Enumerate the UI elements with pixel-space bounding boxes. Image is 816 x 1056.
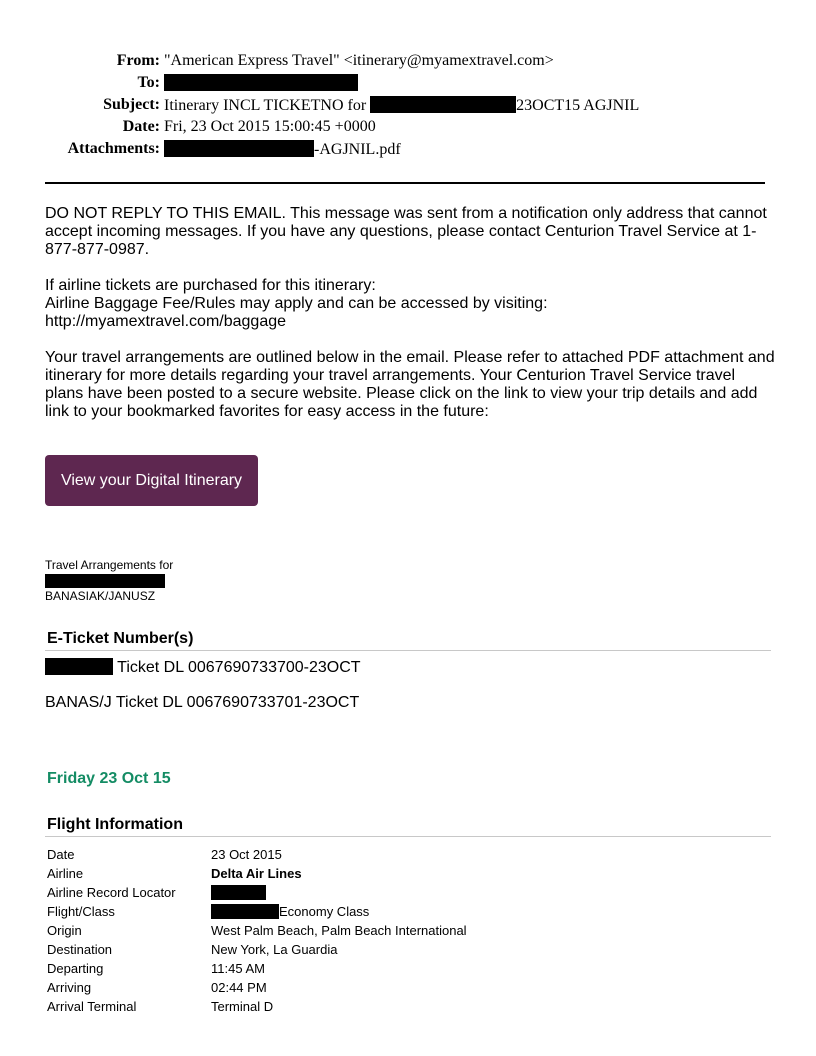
flight-value: Delta Air Lines: [211, 866, 302, 881]
baggage-link[interactable]: http://myamextravel.com/baggage: [45, 313, 287, 330]
eticket-divider: [45, 650, 771, 651]
flight-label: Departing: [47, 961, 104, 976]
to-value: [164, 74, 358, 93]
flight-value: West Palm Beach, Palm Beach International: [211, 923, 467, 938]
email-body: [45, 205, 775, 439]
redaction-bar: [164, 74, 358, 91]
baggage-line-2: Airline Baggage Fee/Rules may apply and can be accessed by visiting:: [45, 295, 548, 312]
redaction-bar: [45, 658, 113, 675]
eticket-title: E-Ticket Number(s): [47, 630, 194, 647]
flight-info-divider: [45, 836, 771, 837]
attachments-row: [0, 140, 816, 162]
subject-value: [164, 96, 639, 115]
flight-label: Arriving: [47, 980, 92, 995]
flight-class: Economy Class: [279, 904, 370, 919]
flight-info-title: Flight Information: [47, 816, 183, 833]
flight-label: Arrival Terminal: [47, 999, 137, 1014]
to-row: [0, 74, 816, 96]
redaction-bar: [211, 904, 279, 919]
travel-arrangements: [45, 558, 173, 604]
flight-value: 23 Oct 2015: [211, 847, 282, 862]
flight-value: [211, 884, 266, 901]
date-label: Date:: [122, 118, 160, 135]
flight-value: 11:45 AM: [211, 961, 265, 976]
redaction-bar: [370, 96, 516, 113]
flight-value: Terminal D: [211, 999, 274, 1014]
email-header: [0, 52, 816, 162]
arrangements-notice: Your travel arrangements are outlined below in the email. Please refer to attached PDF attachment and itinerary for more details regarding your travel arrangements. Your Centurion Travel Service travel plans have been posted to a secure website. Please click on the link to view your trip details and add link to your bookmarked favorites for easy access in the future:: [45, 349, 775, 420]
flight-label: Airline Record Locator: [47, 885, 176, 900]
flight-label: Airline: [47, 866, 84, 881]
date-row: [0, 118, 816, 140]
flight-label: Destination: [47, 942, 113, 957]
to-label: To:: [137, 74, 160, 91]
flight-label: Origin: [47, 923, 82, 938]
travel-arrangements-label: Travel Arrangements for: [45, 558, 174, 572]
no-reply-notice: DO NOT REPLY TO THIS EMAIL. This message was sent from a notification only address that cannot accept incoming messages. If you have any questions, please contact Centurion Travel Service at 1-877-877-0987.: [45, 205, 767, 258]
ticket-line-2: BANAS/J Ticket DL 0067690733701-23OCT: [45, 694, 360, 711]
redaction-bar: [211, 885, 266, 900]
flight-value: New York, La Guardia: [211, 942, 338, 957]
ticket-1: Ticket DL 0067690733700-23OCT: [117, 659, 361, 676]
attachment-link[interactable]: [164, 140, 401, 159]
traveler-name: BANASIAK/JANUSZ: [45, 589, 156, 603]
flight-label: Flight/Class: [47, 904, 115, 919]
subject-prefix: Itinerary INCL TICKETNO for: [164, 97, 367, 114]
from-value[interactable]: "American Express Travel" <itinerary@myamextravel.com>: [164, 52, 554, 69]
ticket-line-1: [45, 658, 361, 677]
header-divider: [45, 182, 765, 184]
redaction-bar: [164, 140, 314, 157]
date-value: Fri, 23 Oct 2015 15:00:45 +0000: [164, 118, 376, 135]
baggage-line-1: If airline tickets are purchased for this itinerary:: [45, 277, 376, 294]
from-row: [0, 52, 816, 74]
flight-label: Date: [47, 847, 75, 862]
subject-row: [0, 96, 816, 118]
baggage-notice: [45, 277, 775, 331]
day-heading: Friday 23 Oct 15: [47, 770, 171, 787]
view-digital-itinerary-button[interactable]: View your Digital Itinerary: [45, 455, 258, 506]
subject-suffix: 23OCT15 AGJNIL: [516, 97, 640, 114]
flight-value: 02:44 PM: [211, 980, 267, 995]
from-label: From:: [116, 52, 160, 69]
subject-label: Subject:: [103, 96, 160, 113]
redaction-bar: [45, 574, 165, 588]
flight-value: [211, 903, 369, 920]
attachments-label: Attachments:: [67, 140, 160, 157]
attachment-suffix: -AGJNIL.pdf: [314, 141, 401, 158]
